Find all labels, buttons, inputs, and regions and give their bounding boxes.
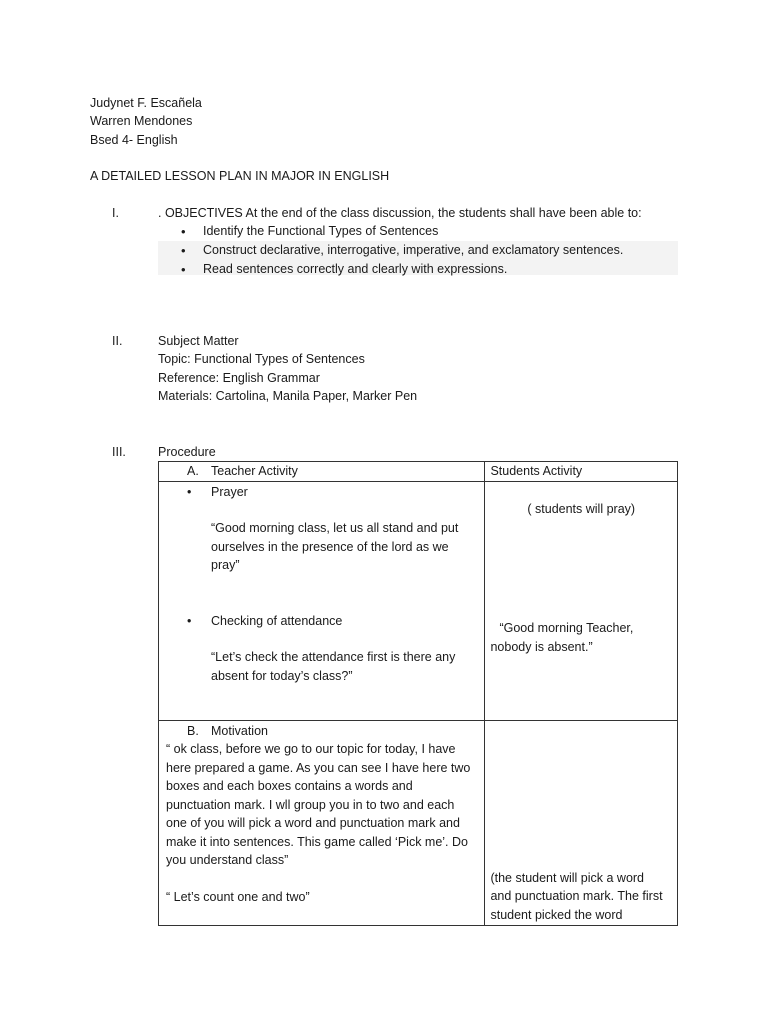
objective-item: • Identify the Functional Types of Sentences: [178, 222, 623, 241]
teacher-cell: [159, 720, 485, 925]
attendance-quote-line: “Let’s check the attendance first is there any: [211, 650, 456, 664]
document-title: A DETAILED LESSON PLAN IN MAJOR IN ENGLISH: [90, 169, 390, 183]
count-instruction: “ Let’s count one and two”: [166, 889, 310, 904]
author-name-2: Warren Mendones: [90, 114, 193, 128]
students-activity-label: Students Activity: [490, 464, 583, 478]
prayer-quote-line: pray”: [211, 558, 240, 572]
objective-item: • Read sentences correctly and clearly with expressions.: [178, 260, 623, 279]
prayer-quote-line: “Good morning class, let us all stand and put: [211, 521, 459, 535]
motivation-line: you understand class”: [166, 853, 289, 867]
subject-matter-heading: Subject Matter: [158, 334, 239, 348]
procedure-numeral: III.: [112, 445, 126, 459]
students-activity-header: [485, 462, 678, 482]
section-letter: B.: [187, 723, 199, 738]
student-cell: [485, 720, 678, 925]
objective-item: • Construct declarative, interrogative, imperative, and exclamatory sentences.: [178, 241, 623, 260]
teacher-activity-header: [159, 462, 485, 482]
table-row: [159, 481, 678, 720]
subject-matter-numeral: II.: [112, 334, 123, 348]
subject-materials: Materials: Cartolina, Manila Paper, Marker Pen: [158, 389, 418, 403]
motivation-line: boxes and each boxes contains a words and: [166, 779, 413, 793]
teacher-activity-label: Teacher Activity: [211, 464, 298, 478]
student-greeting-line: “Good morning Teacher,: [499, 621, 634, 635]
motivation-line: punctuation mark. I wll group you in to two and each: [166, 797, 455, 812]
prayer-quote-line: ourselves in the presence of the lord as we: [211, 539, 449, 554]
student-pray-text: ( students will pray): [527, 501, 636, 516]
course-label: Bsed 4- English: [90, 133, 178, 147]
student-response-line: and punctuation mark. The first: [490, 889, 663, 903]
subject-topic: Topic: Functional Types of Sentences: [158, 352, 365, 366]
motivation-line: one of you will pick a word and punctuation mark and: [166, 816, 460, 830]
motivation-label: Motivation: [211, 723, 268, 738]
motivation-line: “ ok class, before we go to our topic for today, I have: [166, 742, 456, 756]
motivation-line: here prepared a game. As you can see I have here two: [166, 760, 471, 775]
objectives-list: [178, 222, 623, 279]
procedure-table: [158, 461, 678, 926]
objectives-heading: . OBJECTIVES At the end of the class discussion, the students shall have been able to:: [158, 206, 642, 220]
student-response-line: (the student will pick a word: [490, 870, 645, 885]
author-name-1: Judynet F. Escañela: [90, 96, 202, 110]
prayer-label: • Prayer: [159, 483, 484, 502]
table-header-row: [159, 462, 678, 482]
attendance-label: • Checking of attendance: [159, 612, 484, 631]
table-row: [159, 720, 678, 925]
student-response-line: student picked the word: [490, 907, 623, 922]
attendance-quote-line: absent for today’s class?”: [211, 668, 353, 683]
motivation-line: make it into sentences. This game called ‘Pick me’. Do: [166, 834, 468, 849]
student-cell: [485, 481, 678, 720]
subject-reference: Reference: English Grammar: [158, 371, 320, 385]
objectives-numeral: I.: [112, 206, 119, 220]
section-letter: A.: [187, 464, 199, 478]
teacher-cell: [159, 481, 485, 720]
procedure-heading: Procedure: [158, 445, 216, 459]
student-greeting-line: nobody is absent.”: [490, 639, 593, 654]
